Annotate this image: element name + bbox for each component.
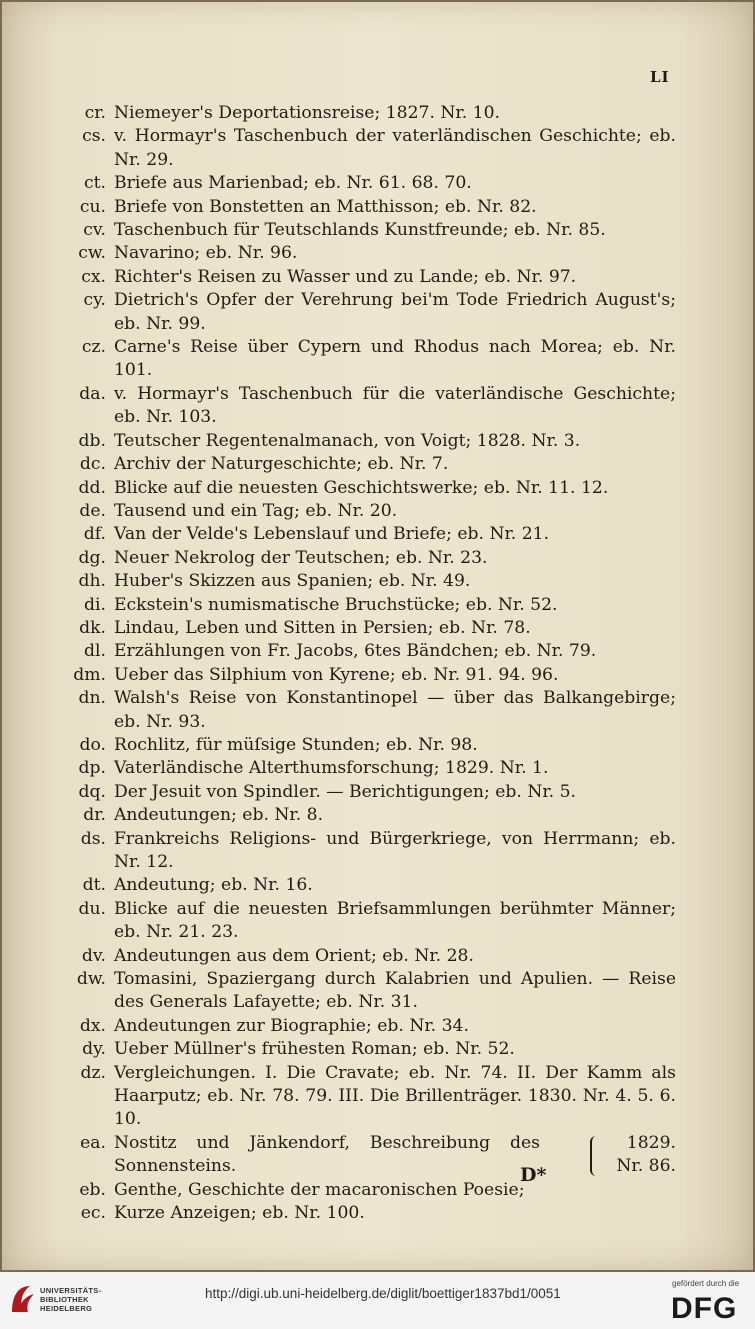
entry-text: Blicke auf die neuesten Briefsammlungen berühmter Männer; eb. Nr. 21. 23.	[114, 898, 676, 943]
entry-text: Genthe, Geschichte der macaronischen Poesie;	[114, 1179, 525, 1200]
entry-text: Andeutung; eb. Nr. 16.	[114, 875, 313, 896]
entry-text: Carne's Reise über Cypern und Rhodus nach Morea; eb. Nr. 101.	[114, 337, 676, 381]
list-item	[70, 219, 676, 242]
list-item	[70, 196, 676, 219]
list-item	[70, 125, 676, 172]
entry-text: Andeutungen zur Biographie; eb. Nr. 34.	[114, 1015, 469, 1036]
entry-text: Frankreichs Religions- und Bürgerkriege, von Herrmann; eb. Nr. 12.	[114, 828, 676, 872]
list-item	[70, 383, 676, 430]
entry-text: Walsh's Reise von Konstantinopel — über das Balkangebirge; eb. Nr. 93.	[114, 688, 676, 732]
entry-text: Richter's Reisen zu Wasser und zu Lande; eb. Nr. 97.	[114, 266, 577, 287]
list-item	[70, 242, 676, 265]
entry-text: Der Jesuit von Spindler. — Berichtigungen; eb. Nr. 5.	[114, 781, 577, 802]
list-item	[70, 289, 676, 336]
scanned-page	[2, 2, 753, 1270]
list-item	[70, 945, 676, 968]
entry-text: Tausend und ein Tag; eb. Nr. 20.	[114, 500, 398, 521]
list-item	[70, 804, 676, 827]
entry-code: dw.	[76, 969, 106, 990]
entry-code: cx.	[81, 266, 106, 287]
entry-code: cz.	[81, 337, 106, 358]
braced-entries	[70, 1132, 676, 1202]
entry-code: cr.	[84, 103, 106, 123]
list-item	[70, 1015, 676, 1038]
entry-code: dx.	[79, 1015, 106, 1036]
list-item	[70, 640, 676, 663]
entry-text: Andeutungen aus dem Orient; eb. Nr. 28.	[114, 945, 474, 966]
entry-text: Andeutungen; eb. Nr. 8.	[114, 805, 324, 826]
entry-code: dn.	[78, 688, 106, 709]
entry-code: dp.	[78, 758, 106, 779]
curly-brace	[590, 1136, 602, 1176]
digitization-footer	[0, 1272, 755, 1329]
entry-code: cs.	[82, 126, 106, 147]
entry-text: Vergleichungen. I. Die Cravate; eb. Nr. 74. II. Der Kamm als Haarputz; eb. Nr. 78. 79. III. Die Brillenträger. 1830. Nr. 4. 5. 6. 10.	[114, 1062, 676, 1130]
list-item	[70, 102, 676, 125]
list-item	[70, 1202, 676, 1225]
entry-text: Van der Velde's Lebenslauf und Briefe; eb. Nr. 21.	[114, 524, 550, 545]
entry-code: dr.	[83, 805, 106, 826]
entry-code: ea.	[80, 1132, 106, 1153]
list-item	[70, 336, 676, 383]
entry-code: cv.	[83, 220, 106, 241]
entry-code: dv.	[81, 945, 106, 966]
entry-text: Blicke auf die neuesten Geschichtswerke; eb. Nr. 11. 12.	[114, 477, 609, 498]
list-item	[70, 898, 676, 945]
entry-text: Vaterländische Alterthumsforschung; 1829. Nr. 1.	[114, 758, 549, 779]
entry-text: Teutscher Regentenalmanach, von Voigt; 1828. Nr. 3.	[114, 430, 581, 451]
entry-code: dm.	[73, 664, 106, 685]
entry-code: do.	[79, 734, 106, 755]
entry-text: Huber's Skizzen aus Spanien; eb. Nr. 49.	[114, 571, 471, 592]
list-item	[70, 453, 676, 476]
entry-list	[70, 102, 676, 1226]
list-item	[70, 523, 676, 546]
entry-text: Rochlitz, für müſsige Stunden; eb. Nr. 98.	[114, 734, 478, 755]
entry-text: Archiv der Naturgeschichte; eb. Nr. 7.	[114, 454, 449, 475]
brace-number: Nr. 86.	[616, 1156, 676, 1177]
entry-text: Dietrich's Opfer der Verehrung bei'm Tode Friedrich August's; eb. Nr. 99.	[114, 290, 676, 334]
entry-code: ct.	[84, 173, 106, 194]
entry-text: Tomasini, Spaziergang durch Kalabrien und Apulien. — Reise des Generals Lafayette; eb. Nr. 31.	[114, 969, 676, 1013]
list-item	[70, 1179, 540, 1202]
printer-signature: D*	[520, 1164, 547, 1186]
entry-text: Neuer Nekrolog der Teutschen; eb. Nr. 23.	[114, 547, 488, 568]
entry-text: Ueber Müllner's frühesten Roman; eb. Nr. 52.	[114, 1039, 515, 1060]
entry-code: cy.	[83, 290, 106, 311]
entry-text: Ueber das Silphium von Kyrene; eb. Nr. 91. 94. 96.	[114, 664, 559, 685]
list-item	[70, 828, 676, 875]
list-item	[70, 547, 676, 570]
entry-code: dg.	[78, 547, 106, 568]
entry-code: du.	[78, 898, 106, 919]
entry-text: Erzählungen von Fr. Jacobs, 6tes Bändchen; eb. Nr. 79.	[114, 641, 597, 662]
funded-by-label: gefördert durch die	[672, 1279, 740, 1288]
svg-text:DFG: DFG	[671, 1292, 738, 1322]
entry-text: Kurze Anzeigen; eb. Nr. 100.	[114, 1203, 365, 1224]
list-item	[70, 594, 676, 617]
entry-text: Eckstein's numismatische Bruchstücke; eb. Nr. 52.	[114, 594, 558, 615]
dfg-logo	[671, 1292, 745, 1322]
entry-code: de.	[79, 500, 106, 521]
entry-code: cw.	[78, 243, 106, 264]
entry-code: df.	[83, 524, 106, 545]
entry-code: di.	[84, 594, 106, 615]
list-item	[70, 172, 676, 195]
list-item	[70, 617, 676, 640]
entry-text: Briefe aus Marienbad; eb. Nr. 61. 68. 70.	[114, 173, 472, 194]
page-number: LI	[650, 68, 670, 86]
entry-text: Nostitz und Jänkendorf, Beschreibung des Sonnensteins.	[114, 1132, 540, 1177]
entry-code: dt.	[82, 875, 106, 896]
list-item	[70, 874, 676, 897]
list-item	[70, 570, 676, 593]
entry-text: v. Hormayr's Taschenbuch der vaterländischen Geschichte; eb. Nr. 29.	[114, 126, 676, 170]
entry-code: dh.	[78, 571, 106, 592]
university-library-logo	[8, 1282, 36, 1316]
list-item	[70, 430, 676, 453]
list-item	[70, 266, 676, 289]
brace-year: 1829.	[626, 1132, 676, 1153]
entry-text: v. Hormayr's Taschenbuch für die vaterländische Geschichte; eb. Nr. 103.	[114, 383, 676, 428]
entry-code: ds.	[80, 828, 106, 849]
entry-code: dl.	[84, 641, 106, 662]
list-item	[70, 757, 676, 780]
entry-code: da.	[79, 383, 106, 404]
list-item	[70, 477, 676, 500]
entry-code: ec.	[80, 1203, 106, 1224]
list-item	[70, 500, 676, 523]
entry-code: dk.	[79, 617, 106, 638]
entry-text: Niemeyer's Deportationsreise; 1827. Nr. 10.	[114, 103, 501, 123]
list-item	[70, 968, 676, 1015]
entry-text: Taschenbuch für Teutschlands Kunstfreunde; eb. Nr. 85.	[114, 220, 606, 241]
entry-code: dd.	[78, 477, 106, 498]
list-item	[70, 1038, 676, 1061]
list-item	[70, 1062, 676, 1132]
entry-text: Briefe von Bonstetten an Matthisson; eb. Nr. 82.	[114, 196, 537, 217]
entry-code: db.	[78, 430, 106, 451]
entry-code: dy.	[82, 1039, 106, 1060]
list-item	[70, 781, 676, 804]
entry-code: eb.	[79, 1179, 106, 1200]
list-item	[70, 1132, 540, 1179]
list-item	[70, 664, 676, 687]
list-item	[70, 687, 676, 734]
entry-text: Lindau, Leben und Sitten in Persien; eb. Nr. 78.	[114, 617, 531, 638]
entry-code: cu.	[79, 196, 106, 217]
entry-code: dc.	[79, 454, 106, 475]
library-name: UNIVERSITÄTS- BIBLIOTHEK HEIDELBERG	[40, 1286, 102, 1313]
permalink[interactable]: http://digi.ub.uni-heidelberg.de/diglit/boettiger1837bd1/0051	[205, 1286, 561, 1301]
entry-text: Navarino; eb. Nr. 96.	[114, 243, 298, 264]
entry-code: dq.	[78, 781, 106, 802]
list-item	[70, 734, 676, 757]
brace-annotation	[610, 1132, 676, 1179]
entry-code: dz.	[80, 1062, 106, 1083]
